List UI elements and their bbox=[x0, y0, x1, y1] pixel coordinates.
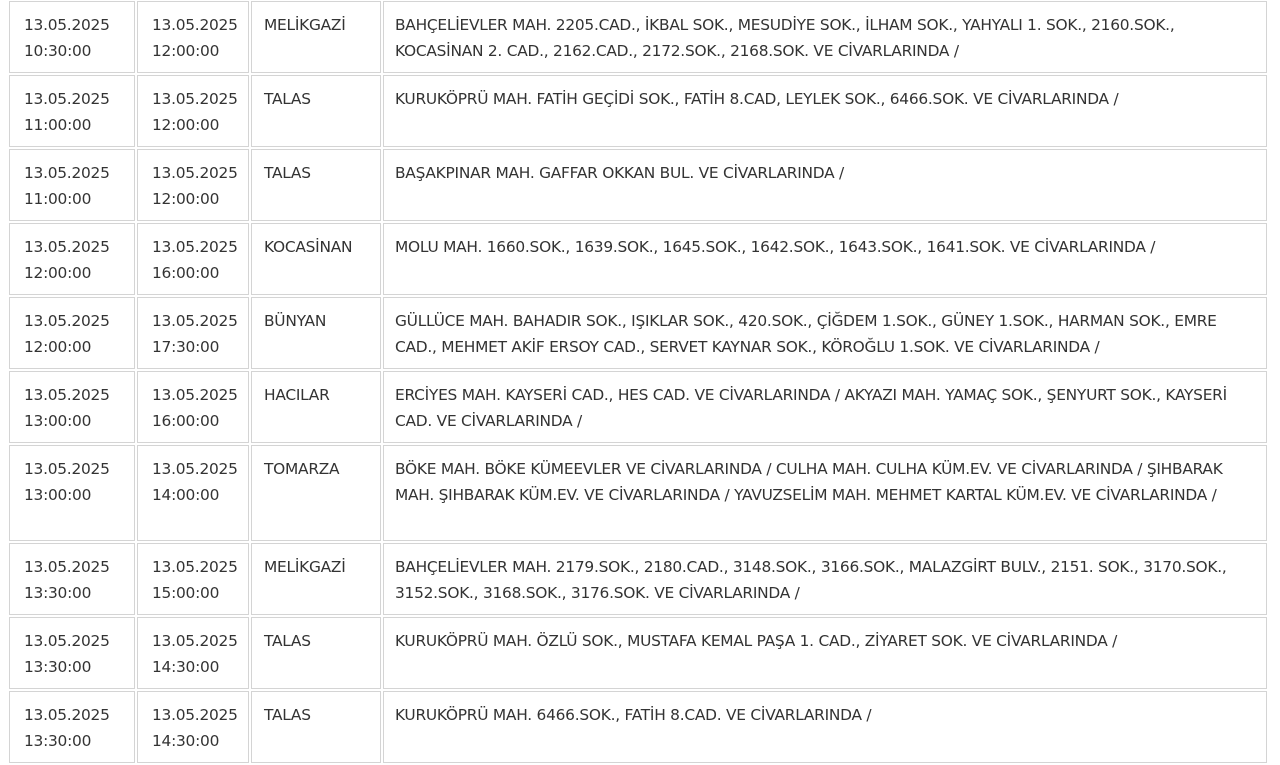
start-time: 13:30:00 bbox=[24, 658, 92, 676]
end-date: 13.05.2025 bbox=[152, 706, 238, 724]
start-time: 12:00:00 bbox=[24, 338, 92, 356]
district-cell: TALAS bbox=[251, 149, 381, 221]
end-date: 13.05.2025 bbox=[152, 16, 238, 34]
start-datetime-cell bbox=[9, 75, 135, 147]
end-time: 16:00:00 bbox=[152, 264, 220, 282]
start-datetime-cell bbox=[9, 445, 135, 541]
start-date: 13.05.2025 bbox=[24, 164, 110, 182]
end-time: 15:00:00 bbox=[152, 584, 220, 602]
start-datetime-cell bbox=[9, 543, 135, 615]
table-row bbox=[9, 371, 1267, 443]
end-datetime-cell bbox=[137, 75, 249, 147]
district-cell: BÜNYAN bbox=[251, 297, 381, 369]
start-date: 13.05.2025 bbox=[24, 706, 110, 724]
district-cell: TALAS bbox=[251, 617, 381, 689]
end-datetime-cell bbox=[137, 149, 249, 221]
start-time: 13:30:00 bbox=[24, 584, 92, 602]
end-datetime-cell bbox=[137, 691, 249, 763]
affected-area-cell: BAHÇELİEVLER MAH. 2205.CAD., İKBAL SOK., MESUDİYE SOK., İLHAM SOK., YAHYALI 1. SOK., 2160.SOK., KOCASİNAN 2. CAD., 2162.CAD., 2172.SOK., 2168.SOK. VE CİVARLARINDA / bbox=[383, 1, 1267, 73]
end-time: 14:30:00 bbox=[152, 658, 220, 676]
start-date: 13.05.2025 bbox=[24, 90, 110, 108]
affected-area-cell: ERCİYES MAH. KAYSERİ CAD., HES CAD. VE CİVARLARINDA / AKYAZI MAH. YAMAÇ SOK., ŞENYURT SOK., KAYSERİ CAD. VE CİVARLARINDA / bbox=[383, 371, 1267, 443]
end-date: 13.05.2025 bbox=[152, 386, 238, 404]
start-datetime-cell bbox=[9, 149, 135, 221]
outage-schedule-table bbox=[7, 0, 1269, 765]
affected-area-cell: BÖKE MAH. BÖKE KÜMEEVLER VE CİVARLARINDA / CULHA MAH. CULHA KÜM.EV. VE CİVARLARINDA / ŞIHBARAK MAH. ŞIHBARAK KÜM.EV. VE CİVARLARINDA / YAVUZSELİM MAH. MEHMET KARTAL KÜM.EV. VE CİVARLARINDA / bbox=[383, 445, 1267, 541]
end-time: 14:00:00 bbox=[152, 486, 220, 504]
start-date: 13.05.2025 bbox=[24, 16, 110, 34]
end-time: 12:00:00 bbox=[152, 116, 220, 134]
table-row bbox=[9, 445, 1267, 541]
start-date: 13.05.2025 bbox=[24, 312, 110, 330]
end-datetime-cell bbox=[137, 371, 249, 443]
end-date: 13.05.2025 bbox=[152, 164, 238, 182]
start-date: 13.05.2025 bbox=[24, 558, 110, 576]
outage-table-body bbox=[9, 1, 1267, 763]
affected-area-cell: KURUKÖPRÜ MAH. FATİH GEÇİDİ SOK., FATİH 8.CAD, LEYLEK SOK., 6466.SOK. VE CİVARLARINDA / bbox=[383, 75, 1267, 147]
table-row bbox=[9, 691, 1267, 763]
start-date: 13.05.2025 bbox=[24, 632, 110, 650]
start-time: 13:30:00 bbox=[24, 732, 92, 750]
start-time: 11:00:00 bbox=[24, 190, 92, 208]
end-datetime-cell bbox=[137, 445, 249, 541]
start-date: 13.05.2025 bbox=[24, 386, 110, 404]
table-row bbox=[9, 543, 1267, 615]
start-datetime-cell bbox=[9, 1, 135, 73]
start-datetime-cell bbox=[9, 297, 135, 369]
end-date: 13.05.2025 bbox=[152, 558, 238, 576]
affected-area-cell: KURUKÖPRÜ MAH. 6466.SOK., FATİH 8.CAD. VE CİVARLARINDA / bbox=[383, 691, 1267, 763]
end-time: 14:30:00 bbox=[152, 732, 220, 750]
end-datetime-cell bbox=[137, 297, 249, 369]
table-row bbox=[9, 149, 1267, 221]
end-time: 12:00:00 bbox=[152, 42, 220, 60]
start-datetime-cell bbox=[9, 617, 135, 689]
start-time: 13:00:00 bbox=[24, 486, 92, 504]
end-date: 13.05.2025 bbox=[152, 90, 238, 108]
end-date: 13.05.2025 bbox=[152, 312, 238, 330]
end-datetime-cell bbox=[137, 617, 249, 689]
start-date: 13.05.2025 bbox=[24, 238, 110, 256]
table-row bbox=[9, 223, 1267, 295]
end-datetime-cell bbox=[137, 543, 249, 615]
end-time: 16:00:00 bbox=[152, 412, 220, 430]
end-datetime-cell bbox=[137, 223, 249, 295]
start-date: 13.05.2025 bbox=[24, 460, 110, 478]
end-time: 17:30:00 bbox=[152, 338, 220, 356]
start-datetime-cell bbox=[9, 691, 135, 763]
start-datetime-cell bbox=[9, 223, 135, 295]
district-cell: TALAS bbox=[251, 691, 381, 763]
end-date: 13.05.2025 bbox=[152, 632, 238, 650]
table-row bbox=[9, 617, 1267, 689]
start-time: 13:00:00 bbox=[24, 412, 92, 430]
district-cell: TOMARZA bbox=[251, 445, 381, 541]
affected-area-cell: BAHÇELİEVLER MAH. 2179.SOK., 2180.CAD., 3148.SOK., 3166.SOK., MALAZGİRT BULV., 2151. SOK., 3170.SOK., 3152.SOK., 3168.SOK., 3176.SOK. VE CİVARLARINDA / bbox=[383, 543, 1267, 615]
affected-area-cell: KURUKÖPRÜ MAH. ÖZLÜ SOK., MUSTAFA KEMAL PAŞA 1. CAD., ZİYARET SOK. VE CİVARLARINDA / bbox=[383, 617, 1267, 689]
district-cell: KOCASİNAN bbox=[251, 223, 381, 295]
district-cell: TALAS bbox=[251, 75, 381, 147]
affected-area-cell: MOLU MAH. 1660.SOK., 1639.SOK., 1645.SOK., 1642.SOK., 1643.SOK., 1641.SOK. VE CİVARLARINDA / bbox=[383, 223, 1267, 295]
district-cell: HACILAR bbox=[251, 371, 381, 443]
affected-area-cell: GÜLLÜCE MAH. BAHADIR SOK., IŞIKLAR SOK., 420.SOK., ÇİĞDEM 1.SOK., GÜNEY 1.SOK., HARMAN SOK., EMRE CAD., MEHMET AKİF ERSOY CAD., SERVET KAYNAR SOK., KÖROĞLU 1.SOK. VE CİVARLARINDA / bbox=[383, 297, 1267, 369]
end-date: 13.05.2025 bbox=[152, 460, 238, 478]
table-row bbox=[9, 75, 1267, 147]
start-datetime-cell bbox=[9, 371, 135, 443]
end-datetime-cell bbox=[137, 1, 249, 73]
table-row bbox=[9, 297, 1267, 369]
start-time: 12:00:00 bbox=[24, 264, 92, 282]
end-date: 13.05.2025 bbox=[152, 238, 238, 256]
affected-area-cell: BAŞAKPINAR MAH. GAFFAR OKKAN BUL. VE CİVARLARINDA / bbox=[383, 149, 1267, 221]
district-cell: MELİKGAZİ bbox=[251, 1, 381, 73]
end-time: 12:00:00 bbox=[152, 190, 220, 208]
start-time: 11:00:00 bbox=[24, 116, 92, 134]
district-cell: MELİKGAZİ bbox=[251, 543, 381, 615]
start-time: 10:30:00 bbox=[24, 42, 92, 60]
table-row bbox=[9, 1, 1267, 73]
